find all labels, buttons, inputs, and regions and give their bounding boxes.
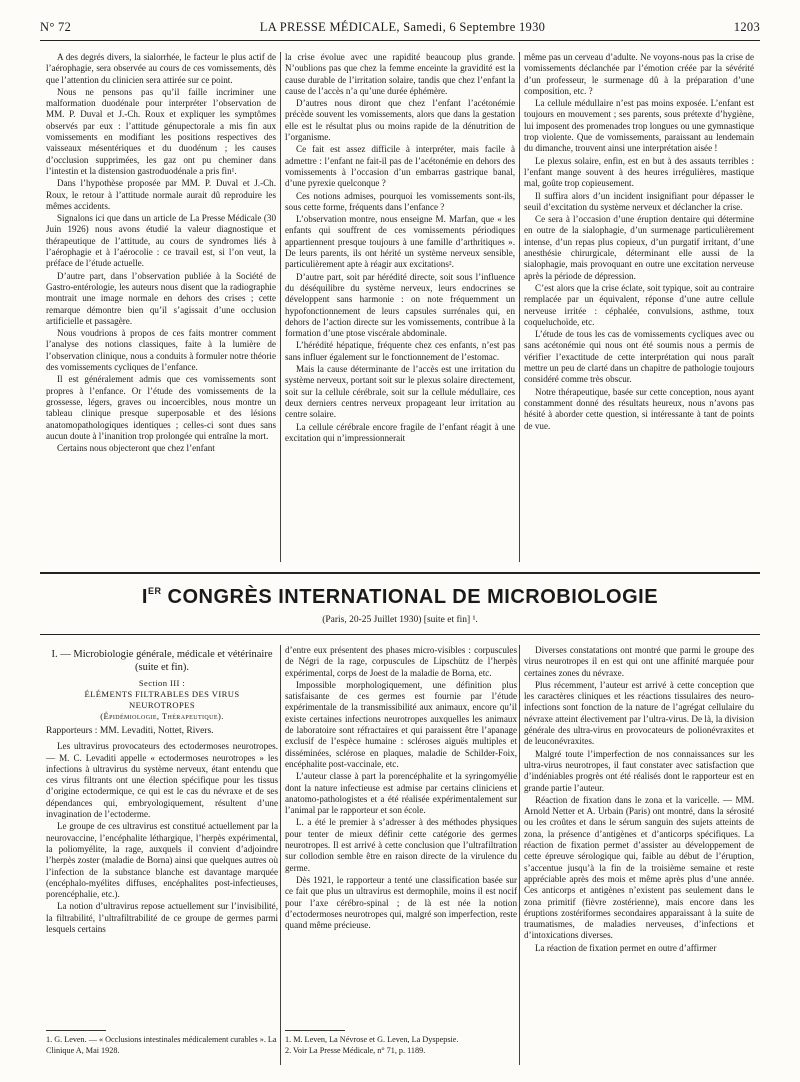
- section-title-line-2: NEUROTROPES: [129, 700, 195, 710]
- paragraph: D’autre part, dans l’observation publiée à la Société de Gastro-entérologie, les auteurs nous disent que la radiographie montrait une image normale en dehors des crises ; cette remarque démontre bien qu’il s’agissait d’une occlusion artificielle et passagère.: [46, 270, 276, 326]
- paragraph: Mais la cause déterminante de l’accès est une irritation du système nerveux, portant soit sur le plexus solaire directement, soit sur la cellule cérébrale, soit sur la cellule médullaire, ces deux derniers centres nerveux propageant leur irritation au centre solaire.: [285, 364, 515, 420]
- top-column-1: [46, 52, 276, 562]
- journal-title: LA PRESSE MÉDICALE, Samedi, 6 Septembre 1930: [259, 20, 546, 34]
- paragraph: L’observation montre, nous enseigne M. Marfan, que « les enfants qui souffrent de ces vomissements périodiques appartiennent presque toujours à une famille d’arthritiques ». De leurs parents, ils ont hérité un système nerveux sensible, particulièrement apte à réagir aux excitations².: [285, 214, 515, 270]
- paragraph: Il est généralement admis que ces vomissements sont propres à l’enfance. Or l’étude des vomissements de la grossesse, légers, graves ou incoercibles, nous montre un tableau clinique presque superposable et des lésions anatomopathologiques identiques ; celles-ci sont dues sans aucun doute à l’inanition trop prolongée qui entraîne la mort.: [46, 374, 276, 441]
- top-column-3: [524, 52, 754, 562]
- paragraph: L’auteur classe à part la porencéphalite et la syringomyélie dont la nature infectieuse est admise par certains cliniciens et anatomo-pathologistes et a été réalisée expérimentalement sur l’animal par le rapporteur et son école.: [285, 771, 517, 816]
- section-subtitle: (Épidémiologie, Thérapeutique).: [100, 711, 224, 721]
- top-column-2: [285, 52, 515, 562]
- paragraph: la crise évolue avec une rapidité beaucoup plus grande. N’oublions pas que chez la femme enceinte la gravidité est la cause durable de l’irritation solaire, tandis que chez l’enfant la cause de l’accès n’a qu’une durée éphémère.: [285, 52, 515, 96]
- paragraph: d’entre eux présentent des phases micro-visibles : corpuscules de Négri de la rage, corpuscules de Lipschütz de l’herpès expérimental, corps de Joest de la maladie de Borna, etc.: [285, 645, 517, 678]
- paragraph: Plus récemment, l’auteur est arrivé à cette conception que les caractères cliniques et les réactions tissulaires des neuro-infections sont fonction de la nature de l’agrégat cellulaire du névraxe atteint électivement par l’ultra-virus. De là, la division générale des ultra-virus en provocateurs de polionévraxites et de leuconévraxites.: [524, 679, 754, 747]
- paragraph: D’autre part, soit par hérédité directe, soit sous l’influence du déséquilibre du système nerveux, leurs endocrines se développent sans harmonie : on note fréquemment un hypofonctionnement de leurs capsules surrénales qui, en dehors de l’action directe sur les vomissements, contribue à la formation d’une ptose viscérale abdominale.: [285, 271, 515, 339]
- footnote-mid-1: 1. M. Leven, La Névrose et G. Leven, La Dyspepsie.: [285, 1035, 459, 1044]
- footnote-rule: [46, 1030, 106, 1031]
- section-label: Section III :: [138, 678, 186, 688]
- paragraph: Les ultravirus provocateurs des ectodermoses neurotropes. — M. C. Levaditi appelle « ectodermoses neurotropes » les infections à ultravirus du système nerveux, étant entendu que ces virus filtrants ont une élection spécifique pour les tissus d’origine ectodermique, ce qui est le cas du névraxe et de ses dépendances qui, embryologiquement, résultent d’une invagination de l’ectoderme.: [46, 741, 278, 820]
- running-header: [40, 20, 760, 40]
- congress-subtitle: (Paris, 20-25 Juillet 1930) [suite et fin] ¹.: [322, 615, 478, 625]
- paragraph: Diverses constatations ont montré que parmi le groupe des virus neurotropes il en est qui ont une affinité marquée pour certaines zones du névraxe.: [524, 645, 754, 678]
- paragraph: Signalons ici que dans un article de La Presse Médicale (30 Juin 1926) nous avons étudié la valeur diagnostique et thérapeutique de l’attitude, au cours de syndromes liés à l’aérophagie et à l’aérocolie : ce travail est, si l’on veut, la préface de l’étude actuelle.: [46, 213, 276, 269]
- footnote-mid-2: 2. Voir La Presse Médicale, n° 71, p. 1189.: [285, 1046, 426, 1055]
- title-rest: CONGRÈS INTERNATIONAL DE MICROBIOLOGIE: [161, 586, 659, 608]
- column-divider: [519, 645, 520, 1065]
- section-heading: I. — Microbiologie générale, médicale et vétérinaire (suite et fin).: [51, 649, 273, 673]
- paragraph: La cellule médullaire n’est pas moins exposée. L’enfant est toujours en mouvement ; ses parents, sous prétexte d’hygiène, lui imposent des promenades trop longues ou une gymnastique trop violente. Que de vomissements, paraissant au lendemain du dimanche, trouvent ainsi une interprétation aisée !: [524, 98, 754, 154]
- paragraph: C’est alors que la crise éclate, soit typique, soit au contraire remplacée par un équivalent, réponse d’une autre cellule nerveuse irritée : céphalée, convulsions, asthme, toux coqueluchoïde, etc.: [524, 282, 754, 327]
- paragraph: Certains nous objecteront que chez l’enfant: [57, 443, 215, 454]
- footnote-rule: [285, 1030, 345, 1031]
- bottom-column-2: [285, 645, 517, 970]
- paragraph: L’étude de tous les cas de vomissements cycliques avec ou sans acétonémie qui nous ont été soumis nous a permis de vérifier l’exactitude de cette interprétation qui nous paraît mettre un peu de clarté dans un chapitre de pathologie toujours considéré comme très obscur.: [524, 329, 754, 385]
- subtitle-rule: [40, 634, 760, 635]
- paragraph: même pas un cerveau d’adulte. Ne voyons-nous pas la crise de vomissements déclanchée par l’émotion créée par la sévérité d’un professeur, le surmenage dû à la préparation d’une composition, etc. ?: [524, 52, 754, 96]
- paragraph: Dans l’hypothèse proposée par MM. P. Duval et J.-Ch. Roux, le retour à l’attitude normale aurait dû reproduire les mêmes accidents.: [46, 178, 276, 211]
- paragraph: L. a été le premier à s’adresser à des méthodes physiques pour tenter de mieux définir cette catégorie des germes neurotropes. Il est arrivé à cette conclusion que l’ultrafiltration sur collodion semble être en raison directe de la virulence du germe.: [285, 817, 517, 873]
- section-title-line-1: ÉLÉMENTS FILTRABLES DES VIRUS: [84, 689, 240, 699]
- footnote-left: 1. G. Leven. — « Occlusions intestinales médicalement curables ». La Clinique A, Mai 1928.: [46, 1035, 277, 1055]
- title-sup: ER: [147, 586, 162, 596]
- paragraph: Notre thérapeutique, basée sur cette conception, nous ayant constamment donné des résultats heureux, nous n’avons pas hésité à aborder cette question, si intéressante à tant de points de vue.: [524, 386, 754, 431]
- column-divider: [519, 52, 520, 562]
- header-rule: [40, 40, 760, 41]
- paragraph: Le groupe de ces ultravirus est constitué actuellement par la neurovaccine, l’encéphalite léthargique, l’herpès expérimental, la poliomyélite, la rage, auxquels il convient d’adjoindre l’herpès zoster (maladie de Borna) ainsi que quelques autres où l’infection de la substance blanche est davantage marquée (encéphalo-myélites diffuses, encéphalites post-infectieuses, porencéphalie, etc.).: [46, 821, 278, 900]
- column-divider: [280, 645, 281, 1065]
- bottom-column-3: [524, 645, 754, 1065]
- paragraph: La notion d’ultravirus repose actuellement sur l’invisibilité, la filtrabilité, l’ultrafiltrabilité de ce groupe de germes parmi lesquels certains: [46, 901, 278, 935]
- paragraph: Ces notions admises, pourquoi les vomissements sont-ils, sous cette forme, fréquents dans l’enfance ?: [285, 190, 515, 212]
- paragraph: Dès 1921, le rapporteur a tenté une classification basée sur ce fait que plus un ultravirus est dermophile, moins il est nocif pour l’axe cérébro-spinal ; de là est née la notion d’ectodermoses neurotropes qui, malgré son imperfection, reste quand même précieuse.: [285, 874, 517, 931]
- page-number: 1203: [733, 20, 760, 34]
- paragraph: D’autres nous diront que chez l’enfant l’acétonémie précède souvent les vomissements, alors que dans la gestation elle est le résultat plus ou moins rapide de la dénutrition de l’organisme.: [285, 98, 515, 143]
- paragraph: La cellule cérébrale encore fragile de l’enfant réagit à une excitation qui n’impressionnerait: [285, 421, 515, 443]
- column-divider: [280, 52, 281, 562]
- paragraph: La réaction de fixation permet en outre d’affirmer: [535, 942, 717, 953]
- section-rule: [40, 572, 760, 574]
- paragraph: L’hérédité hépatique, fréquente chez ces enfants, n’est pas sans influer également sur le fonctionnement de l’estomac.: [285, 340, 515, 362]
- paragraph: Impossible morphologiquement, une définition plus satisfaisante de ces germes est fournie par l’étude expérimentale de la transmissibilité aux animaux, encore qu’il existe certaines infections neurotropes auxquelles les animaux de laboratoire sont réfractaires et qui paraissent être l’apanage exclusif de l’espèce humaine : scléroses aiguës multiples et disséminées, sclérose en plaques, maladie de Schilder-Foix, encéphalite post-vaccinale, etc.: [285, 679, 517, 769]
- paragraph: Nous ne pensons pas qu’il faille incriminer une malformation duodénale pour interpréter l’observation de MM. P. Duval et J.-Ch. Roux et expliquer les symptômes observés par eux : l’attitude génupectorale a mis fin aux vomissements en modifiant les positions respectives des vaisseaux mésentériques et du duodénum ; les causes d’occlusion supprimées, les gaz ont pu cheminer dans l’intestin et la distension gastroduodénale a pris fin¹.: [46, 86, 276, 176]
- paragraph: Ce sera à l’occasion d’une éruption dentaire qui détermine en outre de la sialophagie, d’un surmenage particulièrement intense, d’un repas plus copieux, d’un purgatif irritant, d’une anesthésie chirurgicale, déterminant elle aussi de la sialophagie, mais provoquant en outre une excitation nerveuse après la période de dépression.: [524, 214, 754, 281]
- paragraph: A des degrés divers, la sialorrhée, le facteur le plus actif de l’aérophagie, sera observée au cours de ces vomissements, dès que l’attention du clinicien sera attirée sur ce point.: [46, 52, 276, 85]
- issue-number: N° 72: [40, 20, 72, 34]
- congress-title: [40, 586, 760, 609]
- paragraph: Ce fait est assez difficile à interpréter, mais facile à admettre : l’enfant ne fait-il pas de l’acétonémie en dehors des vomissements à l’occasion d’un embarras gastrique banal, d’une pyrexie quelconque ?: [285, 144, 515, 189]
- paragraph: Il suffira alors d’un incident insignifiant pour dépasser le seuil d’excitation du système nerveux et déclancher la crise.: [524, 190, 754, 212]
- bottom-column-1-body: [46, 741, 278, 935]
- bottom-column-1: [46, 645, 278, 975]
- paragraph: Réaction de fixation dans le zona et la varicelle. — MM. Arnold Netter et A. Urbain (Paris) ont montré, dans la sérosité ou les croûtes et dans le sérum sanguin des sujets atteints de zona, la présence d’antigènes et d’anticorps spécifiques. La réaction de fixation permet d’assister au développement de cette épreuve sérologique qui, faible au début de l’éruption, s’accentue jusqu’à la fin de la troisième semaine et reste appréciable après des mois et même après plus d’une année. Ces anticorps et antigènes n’existent pas seulement dans le zona primitif (fièvre zostérienne), mais encore dans les éruptions zostériformes secondaires apparaissant à la suite de traumatismes, de maladies nerveuses, d’infections et d’intoxications diverses.: [524, 794, 754, 941]
- paragraph: Le plexus solaire, enfin, est en but à des assauts terribles : l’enfant mange souvent à des heures irrégulières, mastique mal, goûte trop copieusement.: [524, 155, 754, 189]
- paragraph: Malgré toute l’imperfection de nos connaissances sur les ultra-virus neurotropes, il faut constater avec satisfaction que d’indéniables progrès ont été réalisés dont le rapporteur est en grande partie l’auteur.: [524, 748, 754, 793]
- paragraph: Nous voudrions à propos de ces faits montrer comment l’analyse des notions classiques, faite à la lumière de l’observation clinique, nous a conduits à formuler notre théorie des vomissements cycliques de l’enfance.: [46, 328, 276, 373]
- title-prefix: I: [141, 586, 148, 608]
- rapporteurs: Rapporteurs : MM. Levaditi, Nottet, Rivers.: [46, 726, 214, 736]
